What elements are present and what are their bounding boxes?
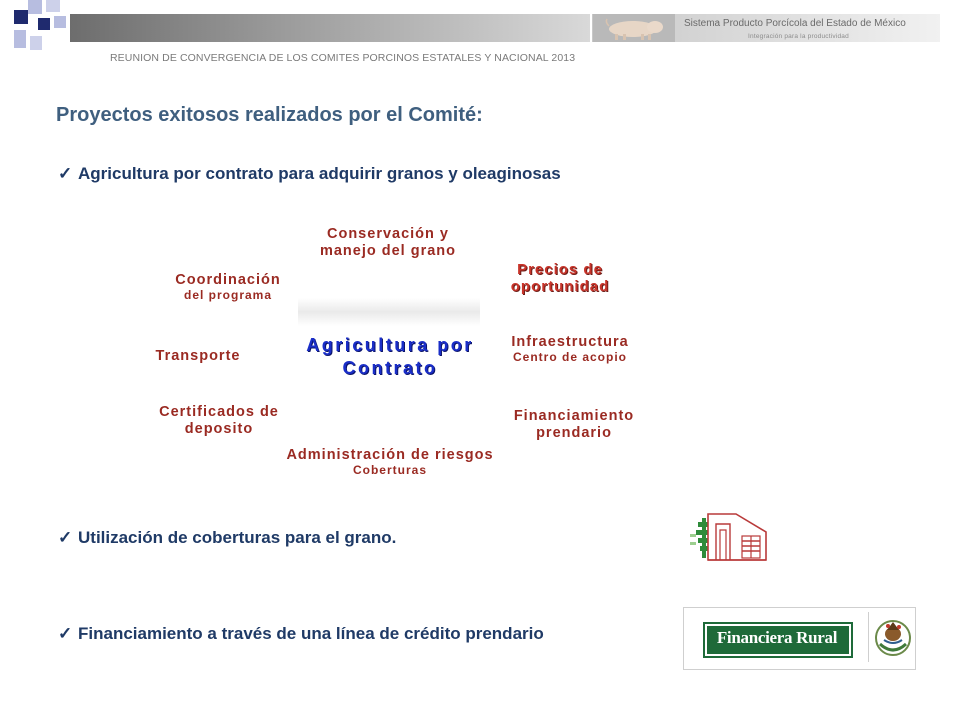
coat-of-arms-icon bbox=[872, 610, 914, 664]
bullet-text: Financiamiento a través de una línea de crédito prendario bbox=[78, 624, 544, 643]
check-icon: ✓ bbox=[58, 624, 73, 643]
pig-icon bbox=[593, 14, 675, 42]
check-icon: ✓ bbox=[58, 528, 73, 547]
decor-square bbox=[30, 36, 42, 50]
node-line: Coordinación bbox=[175, 272, 281, 288]
diagram-node-coordinacion bbox=[160, 272, 296, 302]
header-bar bbox=[70, 14, 590, 42]
diagram-center-node bbox=[290, 334, 490, 379]
node-line: Financiamiento bbox=[513, 408, 635, 424]
diagram-node-infraestructura bbox=[500, 334, 640, 364]
decor-square bbox=[14, 30, 26, 48]
bullet-item bbox=[58, 624, 544, 644]
node-line: Transporte bbox=[155, 348, 241, 364]
decor-square bbox=[14, 10, 28, 24]
node-line: Centro de acopio bbox=[512, 349, 627, 364]
node-line: Certificados de bbox=[159, 404, 279, 420]
node-line: deposito bbox=[184, 420, 254, 437]
node-line: Precios de bbox=[517, 261, 603, 278]
node-line: Conservación y bbox=[327, 226, 449, 242]
diagram-center-shadow bbox=[298, 298, 480, 326]
node-line: del programa bbox=[183, 287, 273, 302]
diagram-node-precios bbox=[500, 261, 620, 296]
diagram-node-certificados bbox=[146, 404, 292, 437]
node-line: Administración de riesgos bbox=[286, 447, 494, 463]
logo-divider bbox=[868, 612, 869, 662]
decor-square bbox=[46, 0, 60, 12]
building-icon bbox=[686, 508, 768, 564]
node-line: Infraestructura bbox=[511, 334, 629, 350]
organization-name: Sistema Producto Porcícola del Estado de México bbox=[684, 18, 906, 29]
diagram-node-financiamiento bbox=[500, 408, 648, 441]
bullet-text: Utilización de coberturas para el grano. bbox=[78, 528, 397, 547]
bullet-item bbox=[58, 528, 396, 548]
organization-tagline: Integración para la productividad bbox=[748, 33, 849, 40]
decor-square bbox=[54, 16, 66, 28]
node-line: manejo del grano bbox=[319, 242, 457, 259]
logo-text: Financiera Rural bbox=[716, 628, 838, 647]
node-line: prendario bbox=[536, 424, 612, 441]
decor-square bbox=[28, 0, 42, 14]
decor-square bbox=[38, 18, 50, 30]
page-title: Proyectos exitosos realizados por el Comité: bbox=[56, 104, 483, 126]
bullet-item bbox=[58, 164, 561, 184]
node-line: oportunidad bbox=[510, 278, 610, 296]
node-line: Coberturas bbox=[352, 462, 427, 477]
check-icon: ✓ bbox=[58, 164, 73, 183]
diagram-node-administracion bbox=[276, 447, 504, 477]
diagram-center-line2: Contrato bbox=[342, 357, 438, 378]
diagram-node-conservacion bbox=[306, 226, 470, 259]
meeting-title: REUNION DE CONVERGENCIA DE LOS COMITES PORCINOS ESTATALES Y NACIONAL 2013 bbox=[110, 52, 576, 64]
bullet-text: Agricultura por contrato para adquirir granos y oleaginosas bbox=[78, 164, 561, 183]
diagram-node-transporte bbox=[146, 348, 250, 365]
diagram-center-line1: Agricultura por bbox=[306, 335, 474, 355]
